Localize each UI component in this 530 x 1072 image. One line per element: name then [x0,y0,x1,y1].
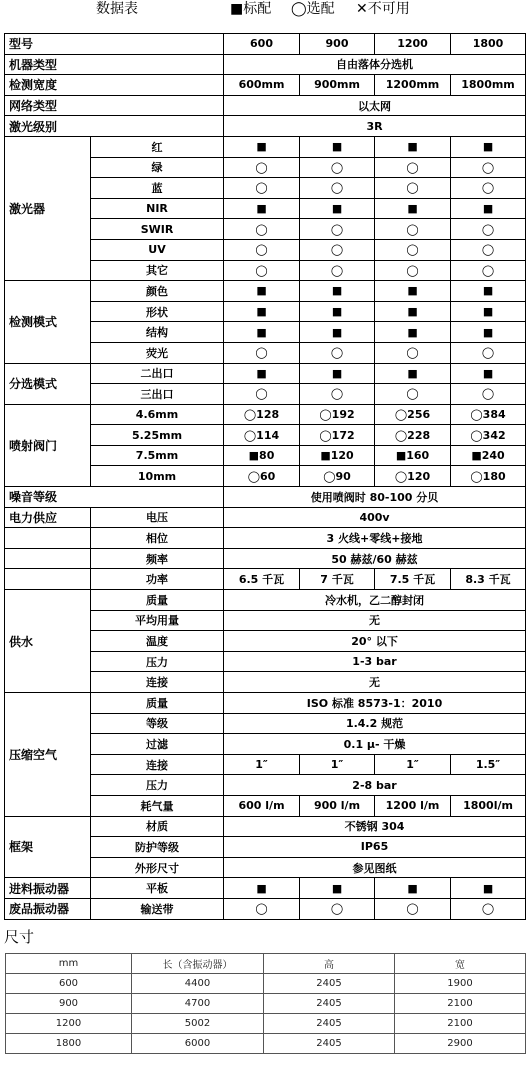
mark-cell: ◯ [451,384,526,405]
sub-label: 5.25mm [91,425,224,446]
table-cell: 1800 [6,1034,132,1054]
group-label: 检测模式 [5,281,91,363]
value-cell: 不锈钢 304 [224,816,526,837]
sub-label: 相位 [91,528,224,549]
mark-cell: ■ [375,322,451,343]
model-cell: 1800 [451,34,526,55]
value-cell: 1.5″ [451,754,526,775]
datasheet-title: 数据表 [96,1,138,17]
mark-cell: ◯ [451,239,526,260]
valve-cell: ◯120 [375,466,451,487]
value-cell: 使用喷阀时 80-100 分贝 [224,487,526,508]
mark-cell: ◯ [375,260,451,281]
table-cell: 2100 [395,1014,526,1034]
power-row [5,569,526,590]
column-header: 宽 [395,954,526,974]
mark-cell: ◯ [375,178,451,199]
mark-cell: ◯ [224,178,300,199]
table-cell: 2405 [264,1034,395,1054]
mark-cell: ■ [224,363,300,384]
detect-row [5,281,526,302]
mark-cell: ◯ [375,898,451,919]
legend-header [0,0,530,22]
group-label: 分选模式 [5,363,91,404]
model-cell: 1200 [375,34,451,55]
sub-label: 荧光 [91,342,224,363]
value-cell: 冷水机，乙二醇封闭 [224,590,526,611]
sub-label: 压力 [91,775,224,796]
sub-label: 过滤 [91,734,224,755]
mark-cell: ◯ [224,239,300,260]
sub-label: 7.5mm [91,445,224,466]
group-label: 喷射阀门 [5,404,91,486]
value-cell: 1.4.2 规范 [224,713,526,734]
value-cell: 无 [224,672,526,693]
mark-cell: ■ [375,136,451,157]
water-row [5,590,526,611]
mark-cell: ◯ [451,260,526,281]
mark-cell: ■ [300,363,375,384]
valve-cell: ■80 [224,445,300,466]
value-cell: 600mm [224,75,300,96]
valve-cell: ◯128 [224,404,300,425]
mark-cell: ◯ [300,157,375,178]
value-cell: 6.5 千瓦 [224,569,300,590]
value-cell: 参见图纸 [224,857,526,878]
mark-cell: ■ [451,136,526,157]
table-cell: 4700 [132,994,264,1014]
sub-label: 其它 [91,260,224,281]
value-cell: 7.5 千瓦 [375,569,451,590]
mark-cell: ◯ [224,157,300,178]
value-cell: 以太网 [224,95,526,116]
model-cell: 600 [224,34,300,55]
value-cell: 3 火线+零线+接地 [224,528,526,549]
value-cell: 无 [224,610,526,631]
sub-label: 电压 [91,507,224,528]
mark-cell: ◯ [300,384,375,405]
mark-cell: ◯ [300,239,375,260]
valve-cell: ◯256 [375,404,451,425]
blank-cell [5,569,91,590]
valve-cell: ◯60 [224,466,300,487]
sub-label: 温度 [91,631,224,652]
value-cell: 400v [224,507,526,528]
table-cell: 2405 [264,994,395,1014]
column-header: mm [6,954,132,974]
sub-label: 红 [91,136,224,157]
value-cell: 2-8 bar [224,775,526,796]
table-cell: 2100 [395,994,526,1014]
mark-cell: ■ [300,322,375,343]
valve-cell: ◯228 [375,425,451,446]
table-cell: 2405 [264,974,395,994]
value-cell: 1800mm [451,75,526,96]
table-cell: 2405 [264,1014,395,1034]
spec-row-machine-type [5,54,526,75]
air-row [5,693,526,714]
mark-cell: ◯ [300,219,375,240]
valve-cell: ■120 [300,445,375,466]
mark-cell: ■ [224,198,300,219]
group-label: 进料振动器 [5,878,91,899]
sub-label: 10mm [91,466,224,487]
mark-cell: ■ [300,878,375,899]
value-cell: 20° 以下 [224,631,526,652]
mark-cell: ■ [224,281,300,302]
value-cell: 600 l/m [224,795,300,816]
mark-cell: ◯ [451,178,526,199]
legend-standard: ■标配 [230,1,272,17]
mark-cell: ◯ [224,898,300,919]
group-label: 供水 [5,590,91,693]
sub-label: 防护等级 [91,837,224,858]
spec-row-width [5,75,526,96]
table-cell: 6000 [132,1034,264,1054]
valve-cell: ◯180 [451,466,526,487]
mark-cell: ■ [375,878,451,899]
mark-cell: ■ [300,301,375,322]
value-cell: 0.1 μ- 干燥 [224,734,526,755]
mark-cell: ■ [224,322,300,343]
value-cell: 1200 l/m [375,795,451,816]
mark-cell: ◯ [375,342,451,363]
laser-row [5,136,526,157]
sub-label: 二出口 [91,363,224,384]
legend-unavailable: ✕不可用 [356,1,410,17]
sub-label: 质量 [91,590,224,611]
sub-label: 材质 [91,816,224,837]
table-cell: 1200 [6,1014,132,1034]
spec-row-network [5,95,526,116]
mark-cell: ◯ [451,157,526,178]
row-label: 噪音等级 [5,487,224,508]
mark-cell: ■ [224,301,300,322]
sub-label: 等级 [91,713,224,734]
mark-cell: ◯ [451,219,526,240]
power-row [5,548,526,569]
value-cell: 1-3 bar [224,651,526,672]
mark-cell: ◯ [224,219,300,240]
valve-cell: ◯384 [451,404,526,425]
sort-row [5,363,526,384]
value-cell: 900 l/m [300,795,375,816]
dimensions-title: 尺寸 [4,928,35,946]
group-label: 框架 [5,816,91,878]
table-cell: 600 [6,974,132,994]
power-row [5,528,526,549]
value-cell: 1″ [375,754,451,775]
sub-label: 连接 [91,754,224,775]
spec-table [4,33,526,920]
mark-cell: ◯ [224,260,300,281]
sub-label: 平板 [91,878,224,899]
table-cell: 2900 [395,1034,526,1054]
sub-label: 质量 [91,693,224,714]
mark-cell: ■ [451,281,526,302]
mark-cell: ■ [300,136,375,157]
sub-label: 输送带 [91,898,224,919]
mark-cell: ■ [300,281,375,302]
legend-optional: ◯选配 [291,1,335,17]
mark-cell: ◯ [300,898,375,919]
sub-label: 平均用量 [91,610,224,631]
dims-header-row [6,954,526,974]
feed-vibrator-row [5,878,526,899]
mark-cell: ◯ [375,157,451,178]
blank-cell [5,548,91,569]
value-cell: 1200mm [375,75,451,96]
sub-label: 三出口 [91,384,224,405]
column-header: 高 [264,954,395,974]
row-label: 型号 [5,34,224,55]
table-row [6,994,526,1014]
sub-label: 形状 [91,301,224,322]
value-cell: 3R [224,116,526,137]
table-row [6,1034,526,1054]
mark-cell: ■ [375,363,451,384]
sub-label: 绿 [91,157,224,178]
table-row [6,974,526,994]
model-cell: 900 [300,34,375,55]
group-label: 废品振动器 [5,898,91,919]
power-row [5,507,526,528]
group-label: 压缩空气 [5,693,91,817]
dimensions-table [5,953,526,1054]
row-label: 机器类型 [5,54,224,75]
sub-label: 耗气量 [91,795,224,816]
mark-cell: ■ [224,878,300,899]
table-cell: 1900 [395,974,526,994]
table-row [6,1014,526,1034]
blank-cell [5,528,91,549]
value-cell: 1800l/m [451,795,526,816]
mark-cell: ◯ [300,260,375,281]
sub-label: 外形尺寸 [91,857,224,878]
sub-label: UV [91,239,224,260]
mark-cell: ■ [300,198,375,219]
column-header: 长（含振动器） [132,954,264,974]
mark-cell: ■ [375,281,451,302]
valve-row [5,404,526,425]
sub-label: NIR [91,198,224,219]
mark-cell: ◯ [300,342,375,363]
mark-cell: ■ [375,198,451,219]
valve-cell: ■160 [375,445,451,466]
mark-cell: ■ [451,322,526,343]
mark-cell: ◯ [300,178,375,199]
group-label: 激光器 [5,136,91,280]
frame-row [5,816,526,837]
table-cell: 4400 [132,974,264,994]
mark-cell: ◯ [224,384,300,405]
mark-cell: ◯ [451,342,526,363]
sub-label: SWIR [91,219,224,240]
sub-label: 连接 [91,672,224,693]
value-cell: 1″ [300,754,375,775]
mark-cell: ◯ [375,384,451,405]
table-cell: 900 [6,994,132,1014]
value-cell: 50 赫兹/60 赫兹 [224,548,526,569]
value-cell: 自由落体分选机 [224,54,526,75]
mark-cell: ■ [451,301,526,322]
valve-cell: ■240 [451,445,526,466]
sub-label: 频率 [91,548,224,569]
spec-row-model [5,34,526,55]
valve-cell: ◯342 [451,425,526,446]
mark-cell: ■ [451,198,526,219]
row-label: 网络类型 [5,95,224,116]
mark-cell: ■ [451,363,526,384]
mark-cell: ◯ [375,239,451,260]
spec-row-laser-class [5,116,526,137]
reject-vibrator-row [5,898,526,919]
row-label: 激光级别 [5,116,224,137]
valve-cell: ◯114 [224,425,300,446]
table-cell: 5002 [132,1014,264,1034]
value-cell: 7 千瓦 [300,569,375,590]
valve-cell: ◯192 [300,404,375,425]
value-cell: ISO 标准 8573-1：2010 [224,693,526,714]
group-label: 电力供应 [5,507,91,528]
value-cell: IP65 [224,837,526,858]
valve-cell: ◯172 [300,425,375,446]
value-cell: 1″ [224,754,300,775]
mark-cell: ■ [375,301,451,322]
sub-label: 颜色 [91,281,224,302]
value-cell: 900mm [300,75,375,96]
row-label: 检测宽度 [5,75,224,96]
mark-cell: ◯ [451,898,526,919]
mark-cell: ■ [451,878,526,899]
valve-cell: ◯90 [300,466,375,487]
value-cell: 8.3 千瓦 [451,569,526,590]
mark-cell: ◯ [224,342,300,363]
sub-label: 结构 [91,322,224,343]
mark-cell: ■ [224,136,300,157]
sub-label: 蓝 [91,178,224,199]
spec-row-noise [5,487,526,508]
sub-label: 功率 [91,569,224,590]
mark-cell: ◯ [375,219,451,240]
sub-label: 4.6mm [91,404,224,425]
sub-label: 压力 [91,651,224,672]
